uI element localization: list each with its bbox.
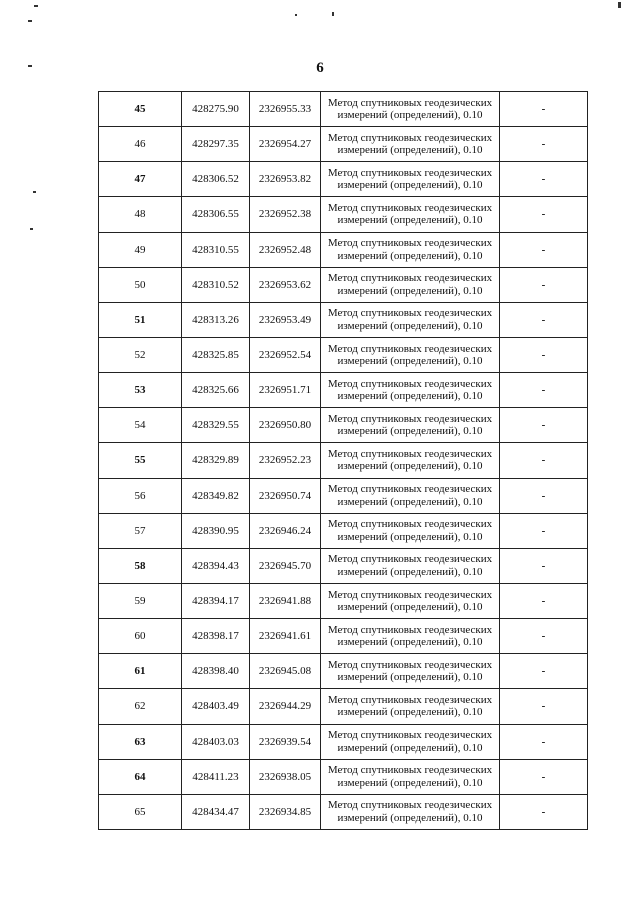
coordinates-table-body: [99, 92, 588, 830]
method-line-1: Метод спутниковых геодезических: [327, 201, 493, 214]
note-cell: -: [500, 583, 588, 618]
method-line-1: Метод спутниковых геодезических: [327, 96, 493, 109]
point-number-cell: 57: [99, 513, 182, 548]
y-coordinate-cell: 2326950.80: [250, 408, 321, 443]
note-cell: -: [500, 794, 588, 829]
note-cell: -: [500, 759, 588, 794]
table-row: [99, 724, 588, 759]
x-coordinate-cell: 428297.35: [182, 127, 250, 162]
note-cell: -: [500, 619, 588, 654]
coordinates-table: [98, 91, 588, 830]
y-coordinate-cell: 2326955.33: [250, 92, 321, 127]
method-line-2: измерений (определений), 0.10: [337, 601, 483, 614]
scan-speck: [30, 228, 33, 230]
x-coordinate-cell: 428310.52: [182, 267, 250, 302]
scan-speck: [295, 14, 297, 16]
method-line-2: измерений (определений), 0.10: [337, 179, 483, 192]
note-cell: -: [500, 443, 588, 478]
method-line-1: Метод спутниковых геодезических: [327, 799, 493, 812]
note-cell: -: [500, 689, 588, 724]
method-cell: [321, 92, 500, 127]
table-row: [99, 654, 588, 689]
x-coordinate-cell: 428390.95: [182, 513, 250, 548]
method-cell: [321, 548, 500, 583]
method-cell: [321, 443, 500, 478]
x-coordinate-cell: 428329.55: [182, 408, 250, 443]
method-line-2: измерений (определений), 0.10: [337, 741, 483, 754]
note-cell: -: [500, 478, 588, 513]
method-line-1: Метод спутниковых геодезических: [327, 166, 493, 179]
method-line-1: Метод спутниковых геодезических: [327, 623, 493, 636]
table-row: [99, 689, 588, 724]
y-coordinate-cell: 2326941.61: [250, 619, 321, 654]
method-line-1: Метод спутниковых геодезических: [327, 131, 493, 144]
method-cell: [321, 478, 500, 513]
point-number-cell: 52: [99, 337, 182, 372]
x-coordinate-cell: 428403.03: [182, 724, 250, 759]
method-line-1: Метод спутниковых геодезических: [327, 518, 493, 531]
table-row: [99, 794, 588, 829]
x-coordinate-cell: 428310.55: [182, 232, 250, 267]
note-cell: -: [500, 162, 588, 197]
method-cell: [321, 127, 500, 162]
page-number: 6: [316, 60, 324, 76]
point-number-cell: 50: [99, 267, 182, 302]
y-coordinate-cell: 2326950.74: [250, 478, 321, 513]
method-cell: [321, 794, 500, 829]
method-cell: [321, 689, 500, 724]
method-line-1: Метод спутниковых геодезических: [327, 764, 493, 777]
table-row: [99, 302, 588, 337]
y-coordinate-cell: 2326953.62: [250, 267, 321, 302]
y-coordinate-cell: 2326938.05: [250, 759, 321, 794]
method-cell: [321, 513, 500, 548]
note-cell: -: [500, 92, 588, 127]
x-coordinate-cell: 428398.17: [182, 619, 250, 654]
point-number-cell: 46: [99, 127, 182, 162]
method-line-2: измерений (определений), 0.10: [337, 636, 483, 649]
method-line-2: измерений (определений), 0.10: [337, 671, 483, 684]
point-number-cell: 62: [99, 689, 182, 724]
method-line-1: Метод спутниковых геодезических: [327, 412, 493, 425]
x-coordinate-cell: 428325.66: [182, 373, 250, 408]
x-coordinate-cell: 428325.85: [182, 337, 250, 372]
table-row: [99, 232, 588, 267]
point-number-cell: 65: [99, 794, 182, 829]
method-line-1: Метод спутниковых геодезических: [327, 588, 493, 601]
method-line-2: измерений (определений), 0.10: [337, 284, 483, 297]
method-cell: [321, 232, 500, 267]
point-number-cell: 59: [99, 583, 182, 618]
table-row: [99, 478, 588, 513]
table-row: [99, 267, 588, 302]
method-line-2: измерений (определений), 0.10: [337, 495, 483, 508]
method-cell: [321, 197, 500, 232]
y-coordinate-cell: 2326944.29: [250, 689, 321, 724]
method-line-1: Метод спутниковых геодезических: [327, 377, 493, 390]
y-coordinate-cell: 2326945.08: [250, 654, 321, 689]
point-number-cell: 60: [99, 619, 182, 654]
y-coordinate-cell: 2326952.54: [250, 337, 321, 372]
y-coordinate-cell: 2326946.24: [250, 513, 321, 548]
method-line-2: измерений (определений), 0.10: [337, 355, 483, 368]
note-cell: -: [500, 373, 588, 408]
table-row: [99, 759, 588, 794]
note-cell: -: [500, 513, 588, 548]
method-line-1: Метод спутниковых геодезических: [327, 272, 493, 285]
point-number-cell: 58: [99, 548, 182, 583]
table-row: [99, 162, 588, 197]
x-coordinate-cell: 428313.26: [182, 302, 250, 337]
note-cell: -: [500, 197, 588, 232]
x-coordinate-cell: 428329.89: [182, 443, 250, 478]
table-row: [99, 513, 588, 548]
point-number-cell: 55: [99, 443, 182, 478]
note-cell: -: [500, 232, 588, 267]
x-coordinate-cell: 428434.47: [182, 794, 250, 829]
table-row: [99, 619, 588, 654]
method-cell: [321, 654, 500, 689]
table-row: [99, 127, 588, 162]
method-line-1: Метод спутниковых геодезических: [327, 553, 493, 566]
point-number-cell: 56: [99, 478, 182, 513]
scan-speck: [332, 12, 334, 16]
method-line-1: Метод спутниковых геодезических: [327, 237, 493, 250]
method-line-2: измерений (определений), 0.10: [337, 390, 483, 403]
x-coordinate-cell: 428306.52: [182, 162, 250, 197]
table-row: [99, 583, 588, 618]
method-line-1: Метод спутниковых геодезических: [327, 483, 493, 496]
method-line-1: Метод спутниковых геодезических: [327, 693, 493, 706]
method-line-1: Метод спутниковых геодезических: [327, 658, 493, 671]
method-line-2: измерений (определений), 0.10: [337, 706, 483, 719]
x-coordinate-cell: 428394.17: [182, 583, 250, 618]
point-number-cell: 45: [99, 92, 182, 127]
method-cell: [321, 162, 500, 197]
scan-speck: [34, 5, 38, 7]
method-line-1: Метод спутниковых геодезических: [327, 342, 493, 355]
method-cell: [321, 759, 500, 794]
method-cell: [321, 267, 500, 302]
point-number-cell: 51: [99, 302, 182, 337]
method-cell: [321, 302, 500, 337]
table-row: [99, 337, 588, 372]
x-coordinate-cell: 428306.55: [182, 197, 250, 232]
x-coordinate-cell: 428275.90: [182, 92, 250, 127]
point-number-cell: 47: [99, 162, 182, 197]
point-number-cell: 63: [99, 724, 182, 759]
point-number-cell: 64: [99, 759, 182, 794]
point-number-cell: 49: [99, 232, 182, 267]
note-cell: -: [500, 654, 588, 689]
y-coordinate-cell: 2326953.82: [250, 162, 321, 197]
method-line-2: измерений (определений), 0.10: [337, 811, 483, 824]
note-cell: -: [500, 408, 588, 443]
point-number-cell: 61: [99, 654, 182, 689]
y-coordinate-cell: 2326954.27: [250, 127, 321, 162]
method-cell: [321, 408, 500, 443]
note-cell: -: [500, 337, 588, 372]
x-coordinate-cell: 428411.23: [182, 759, 250, 794]
y-coordinate-cell: 2326939.54: [250, 724, 321, 759]
y-coordinate-cell: 2326945.70: [250, 548, 321, 583]
method-line-2: измерений (определений), 0.10: [337, 460, 483, 473]
method-cell: [321, 724, 500, 759]
scan-speck: [618, 2, 621, 8]
y-coordinate-cell: 2326952.38: [250, 197, 321, 232]
y-coordinate-cell: 2326953.49: [250, 302, 321, 337]
method-line-1: Метод спутниковых геодезических: [327, 729, 493, 742]
point-number-cell: 54: [99, 408, 182, 443]
table-row: [99, 197, 588, 232]
method-line-2: измерений (определений), 0.10: [337, 776, 483, 789]
note-cell: -: [500, 302, 588, 337]
method-line-2: измерений (определений), 0.10: [337, 425, 483, 438]
note-cell: -: [500, 724, 588, 759]
x-coordinate-cell: 428394.43: [182, 548, 250, 583]
method-cell: [321, 619, 500, 654]
y-coordinate-cell: 2326934.85: [250, 794, 321, 829]
method-cell: [321, 373, 500, 408]
y-coordinate-cell: 2326952.23: [250, 443, 321, 478]
point-number-cell: 48: [99, 197, 182, 232]
method-line-2: измерений (определений), 0.10: [337, 214, 483, 227]
table-row: [99, 408, 588, 443]
scan-speck: [33, 191, 36, 193]
method-line-2: измерений (определений), 0.10: [337, 530, 483, 543]
table-row: [99, 548, 588, 583]
x-coordinate-cell: 428398.40: [182, 654, 250, 689]
x-coordinate-cell: 428349.82: [182, 478, 250, 513]
method-line-1: Метод спутниковых геодезических: [327, 447, 493, 460]
method-line-2: измерений (определений), 0.10: [337, 319, 483, 332]
table-row: [99, 92, 588, 127]
table-row: [99, 443, 588, 478]
method-line-2: измерений (определений), 0.10: [337, 144, 483, 157]
method-line-2: измерений (определений), 0.10: [337, 249, 483, 262]
x-coordinate-cell: 428403.49: [182, 689, 250, 724]
note-cell: -: [500, 267, 588, 302]
y-coordinate-cell: 2326952.48: [250, 232, 321, 267]
method-cell: [321, 337, 500, 372]
point-number-cell: 53: [99, 373, 182, 408]
method-line-2: измерений (определений), 0.10: [337, 565, 483, 578]
y-coordinate-cell: 2326951.71: [250, 373, 321, 408]
table-row: [99, 373, 588, 408]
note-cell: -: [500, 548, 588, 583]
y-coordinate-cell: 2326941.88: [250, 583, 321, 618]
note-cell: -: [500, 127, 588, 162]
method-cell: [321, 583, 500, 618]
method-line-1: Метод спутниковых геодезических: [327, 307, 493, 320]
scan-speck: [28, 20, 32, 22]
method-line-2: измерений (определений), 0.10: [337, 109, 483, 122]
